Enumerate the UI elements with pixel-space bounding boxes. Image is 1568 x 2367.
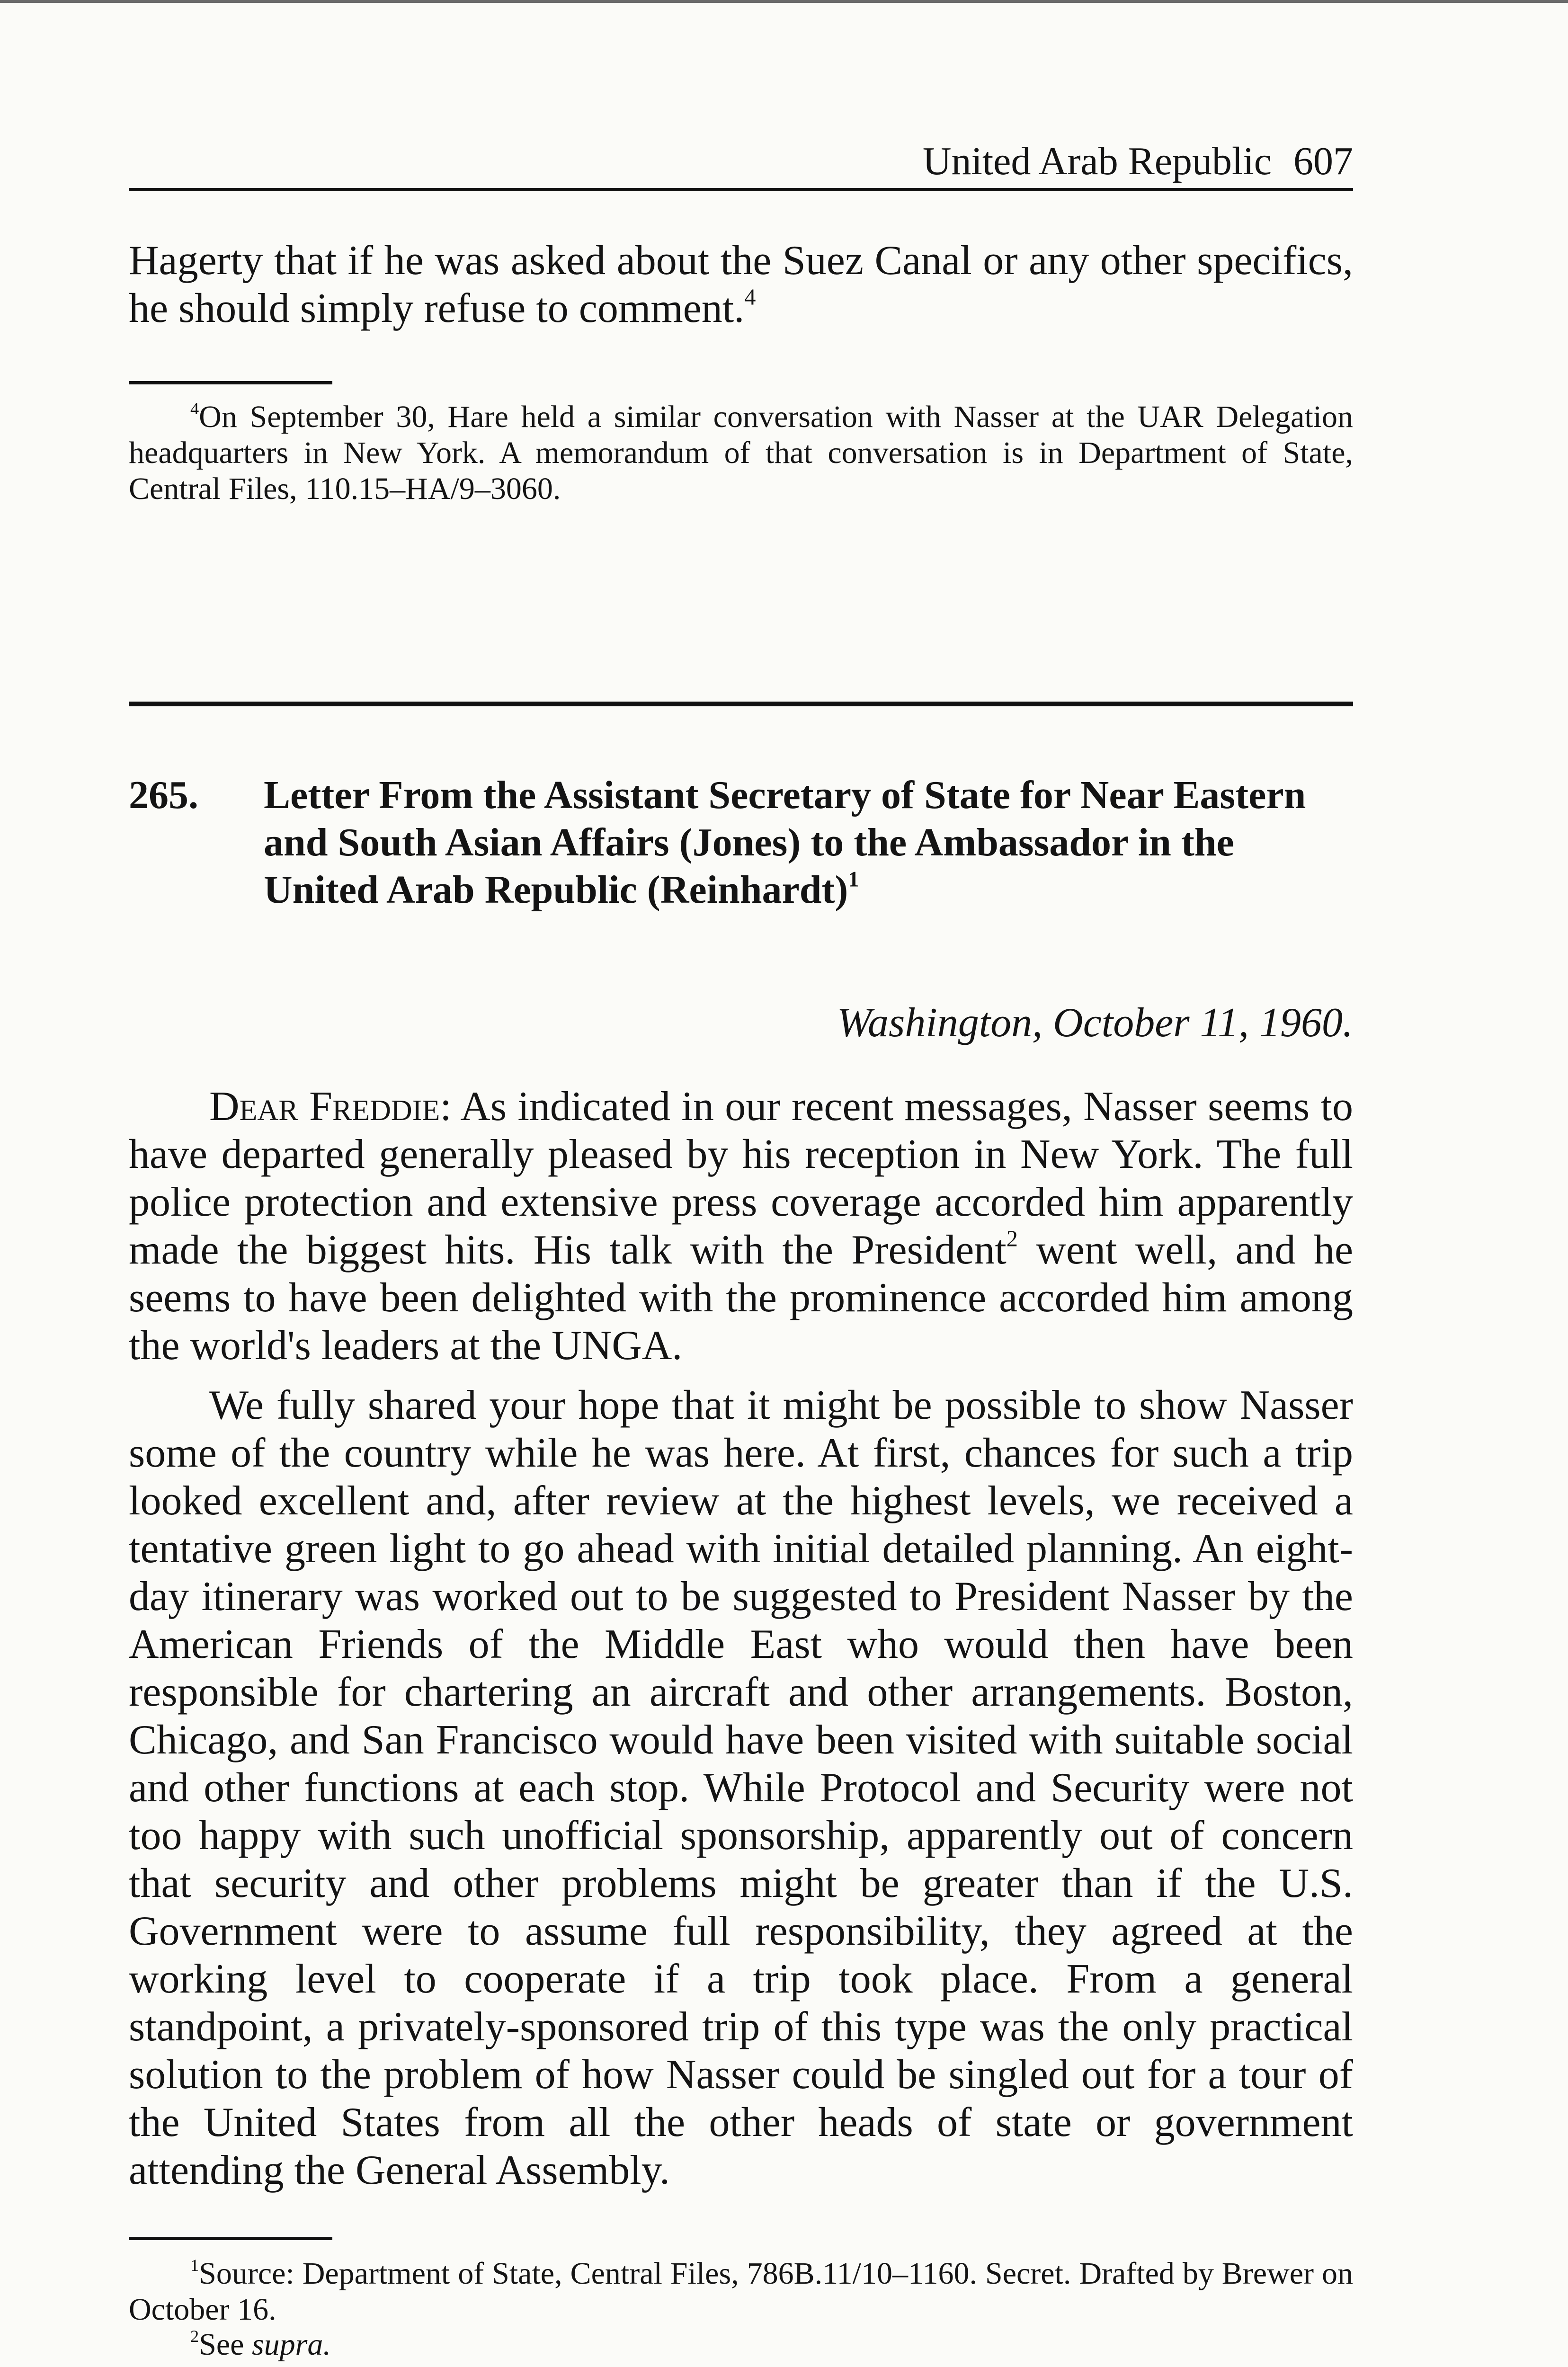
footnote-4-text: On September 30, Hare held a similar conversation with Nasser at the UAR Delegation headquarters in New York. A memorandum of that conversation is in Department of State, Central Files, 110.15–HA/9–3060.	[129, 400, 1353, 506]
title-footnote-ref: 1	[848, 867, 859, 891]
section-divider	[129, 702, 1353, 706]
document-title-block	[264, 772, 1353, 914]
document-number: 265.	[129, 773, 198, 817]
document-heading	[129, 772, 1353, 914]
letter-body	[129, 1083, 1353, 2206]
footnote-1-text: Source: Department of State, Central Files, 786B.11/10–1160. Secret. Drafted by Brewer on October 16.	[129, 2256, 1353, 2327]
page-number: 607	[1293, 139, 1353, 183]
paragraph-2-text: We fully shared your hope that it might be possible to show Nasser some of the country while he was here. At first, chances for such a trip looked excellent and, after review at the highest levels, we received a tentative green light to go ahead with initial detailed planning. An eight-day itinerary was worked out to be suggested to President Nasser by the American Friends of the Middle East who would then have been responsible for chartering an aircraft and other arrangements. Boston, Chicago, and San Francisco would have been visited with suitable social and other functions at each stop. While Protocol and Security were not too happy with such unofficial sponsorship, apparently out of concern that security and other problems might be greater than if the U.S. Government were to assume full responsibility, they agreed at the working level to cooperate if a trip took place. From a general standpoint, a privately-sponsored trip of this type was the only practical solution to the problem of how Nasser could be singled out for a tour of the United States from all the other heads of state or government attending the General Assembly.	[129, 1382, 1353, 2193]
footnote-4	[129, 399, 1353, 507]
footnote-rule	[129, 381, 332, 384]
footnote-2-marker: 2	[190, 2326, 199, 2346]
footnote-ref-2: 2	[1006, 1226, 1018, 1252]
footnote-1-marker: 1	[190, 2255, 199, 2275]
paragraph-1-text-a: As indicated in our recent messages, Nasser seems to have departed generally pleased by his reception in New York. The full police protection and extensive press coverage accorded him apparently made the biggest hits. His talk with the President	[129, 1084, 1354, 1273]
footnote-1	[129, 2256, 1353, 2328]
footnote-2-text-a: See	[199, 2327, 244, 2362]
running-header	[129, 135, 1353, 191]
dateline: Washington, October 11, 1960.	[837, 1000, 1353, 1046]
paragraph-1-text-b: went well, and he seems to have been delighted with the prominence accorded him among the world's leaders at the UNGA.	[129, 1227, 1354, 1369]
footnote-2-text-b: supra.	[251, 2327, 331, 2362]
salutation: Dear Freddie:	[209, 1084, 452, 1130]
footnote-rule-bottom	[129, 2237, 332, 2240]
document-title: Letter From the Assistant Secretary of State for Near Eastern and South Asian Affairs (Jones) to the Ambassador in the United Arab Republic (Reinhardt)	[264, 773, 1306, 912]
footnote-2	[129, 2327, 1353, 2363]
continued-paragraph	[129, 237, 1353, 332]
letter-paragraph-1	[129, 1083, 1353, 1370]
letter-paragraph-2	[129, 1381, 1353, 2194]
footnote-4-marker: 4	[190, 399, 199, 418]
running-header-title: United Arab Republic	[922, 139, 1272, 183]
continued-paragraph-text: Hagerty that if he was asked about the Suez Canal or any other specifics, he should simply refuse to comment.	[129, 238, 1353, 331]
scan-edge	[0, 0, 1568, 3]
footnote-ref-4: 4	[744, 285, 756, 310]
